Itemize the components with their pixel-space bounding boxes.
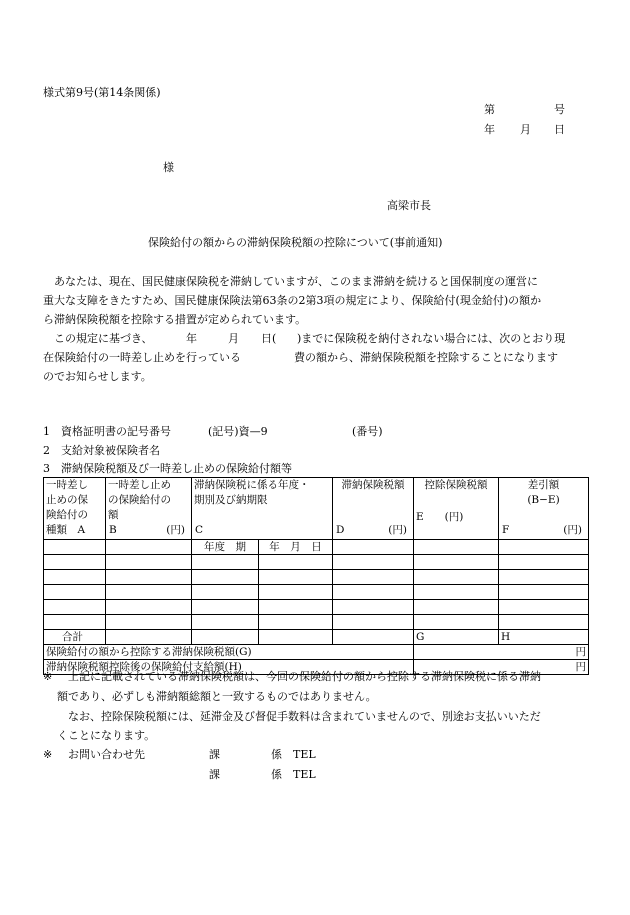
cell bbox=[499, 585, 589, 600]
cell bbox=[333, 615, 414, 630]
header-e-unit: (円) bbox=[444, 511, 464, 523]
item-3-label: 3 滞納保険税額及び一時差し止めの保険給付額等 bbox=[43, 462, 292, 475]
cell bbox=[499, 600, 589, 615]
date-year: 年 bbox=[484, 123, 495, 136]
table-row bbox=[44, 570, 589, 585]
sub-header-date: 年 月 日 bbox=[259, 540, 333, 555]
p1-line3: ら滞納保険税額を控除する措置が定められています。 bbox=[43, 313, 307, 326]
cell bbox=[259, 600, 333, 615]
document-title: 保険給付の額からの滞納保険税額の控除について(事前通知) bbox=[148, 236, 443, 249]
header-a-line3: 険給付の bbox=[46, 509, 88, 521]
p2-text-2a: 在保険給付の一時差し止めを行っている bbox=[43, 351, 241, 364]
table-row bbox=[44, 600, 589, 615]
header-f bbox=[499, 478, 589, 540]
header-b-line1: 一時差し止め bbox=[108, 479, 171, 491]
header-b-unit: (円) bbox=[166, 524, 185, 536]
item-1-bango: (番号) bbox=[352, 425, 383, 438]
cell bbox=[414, 600, 499, 615]
sub-header-row bbox=[44, 540, 589, 555]
doc-no-go: 号 bbox=[554, 103, 565, 116]
header-f-line2: (B−E) bbox=[527, 494, 560, 506]
cell bbox=[499, 540, 589, 555]
header-a-line4 bbox=[46, 523, 103, 538]
deduction-row-label: 保険給付の額から控除する滞納保険税額(G) bbox=[44, 645, 414, 660]
cell bbox=[106, 615, 192, 630]
cell bbox=[499, 555, 589, 570]
cell bbox=[106, 540, 192, 555]
header-f-line1: 差引額 bbox=[527, 479, 560, 491]
cell bbox=[192, 555, 259, 570]
cell bbox=[414, 555, 499, 570]
p2-day: 日( bbox=[261, 332, 277, 345]
cell bbox=[414, 615, 499, 630]
contact-ka-1: 課 bbox=[209, 748, 220, 761]
cell bbox=[259, 615, 333, 630]
header-c-line2: 期別及び納期限 bbox=[194, 494, 268, 506]
cell bbox=[106, 630, 192, 645]
cell bbox=[44, 600, 106, 615]
deduction-row bbox=[44, 645, 589, 660]
p2-line3: のでお知らせします。 bbox=[43, 370, 152, 383]
header-a-line1: 一時差し bbox=[46, 479, 88, 491]
cell bbox=[333, 600, 414, 615]
header-d-letter: D bbox=[336, 524, 345, 536]
header-a-type: 種類 bbox=[46, 524, 67, 536]
header-e bbox=[414, 478, 499, 540]
note-1-line2: 額であり、必ずしも滞納額総額と一致するものではありません。 bbox=[57, 690, 377, 703]
p2-month: 月 bbox=[228, 332, 239, 345]
header-b bbox=[106, 478, 192, 540]
doc-no-dai: 第 bbox=[484, 103, 495, 116]
cell bbox=[333, 630, 414, 645]
table-row bbox=[44, 615, 589, 630]
cell bbox=[44, 555, 106, 570]
deduction-row-yen: 円 bbox=[414, 645, 589, 660]
cell bbox=[259, 555, 333, 570]
total-row bbox=[44, 630, 589, 645]
cell bbox=[106, 585, 192, 600]
note-1-line1: 上記に記載されている滞納保険税額は、今回の保険給付の額から控除する滞納保険税に係る滞納 bbox=[68, 670, 541, 683]
contact-tel-2: TEL bbox=[293, 768, 316, 781]
cell bbox=[192, 615, 259, 630]
cell bbox=[44, 570, 106, 585]
cell bbox=[192, 600, 259, 615]
table-row bbox=[44, 585, 589, 600]
p1-line2: 重大な支障をきたすため、国民健康保険法第63条の2第3項の規定により、保険給付(現金給付)の額か bbox=[43, 294, 542, 307]
p2-line1 bbox=[43, 329, 588, 348]
cell bbox=[44, 540, 106, 555]
cell bbox=[106, 555, 192, 570]
p1-line1: あなたは、現在、国民健康保険税を滞納していますが、このまま滞納を続けると国保制度の運営に bbox=[54, 275, 538, 288]
cell bbox=[44, 615, 106, 630]
header-f-unit: (円) bbox=[563, 524, 582, 536]
sender: 高梁市長 bbox=[387, 199, 431, 212]
header-d-label: 滞納保険税額 bbox=[341, 479, 405, 491]
cell bbox=[259, 570, 333, 585]
header-f-letter: F bbox=[502, 524, 510, 536]
header-a bbox=[44, 478, 106, 540]
cell bbox=[333, 555, 414, 570]
item-2-label: 2 支給対象被保険者名 bbox=[43, 444, 160, 457]
withholding-table bbox=[43, 477, 589, 675]
header-e-letter: E bbox=[416, 511, 424, 523]
cell bbox=[414, 585, 499, 600]
contact-tel-1: TEL bbox=[293, 748, 316, 761]
cell bbox=[44, 585, 106, 600]
payment-row-label: 滞納保険税額控除後の保険給付支給額(H) bbox=[44, 660, 414, 675]
contact-ka-2: 課 bbox=[209, 768, 220, 781]
header-e-label: 控除保険税額 bbox=[424, 479, 488, 491]
cell bbox=[333, 570, 414, 585]
cell bbox=[259, 585, 333, 600]
contact-label: お問い合わせ先 bbox=[68, 748, 145, 761]
item-1-label: 1 資格証明書の記号番号 bbox=[43, 425, 171, 438]
header-d-unit: (円) bbox=[388, 524, 407, 536]
total-g-letter: G bbox=[414, 630, 499, 645]
form-number: 様式第9号(第14条関係) bbox=[43, 86, 161, 99]
note-mark-1: ※ bbox=[43, 670, 53, 683]
header-d bbox=[333, 478, 414, 540]
header-a-line2: 止めの保 bbox=[46, 494, 88, 506]
cell bbox=[192, 570, 259, 585]
body-paragraph bbox=[43, 272, 588, 386]
header-a-letter: A bbox=[77, 524, 86, 536]
contact-kakari-2: 係 bbox=[271, 768, 282, 781]
total-h-letter: H bbox=[499, 630, 589, 645]
addressee-suffix: 様 bbox=[163, 161, 174, 174]
cell bbox=[499, 570, 589, 585]
note-2-line1: なお、控除保険税額には、延滞金及び督促手数料は含まれていませんので、別途お支払いいただ bbox=[68, 710, 541, 723]
date-day: 日 bbox=[554, 123, 565, 136]
payment-row-yen: 円 bbox=[414, 660, 589, 675]
contact-kakari-1: 係 bbox=[271, 748, 282, 761]
note-mark-2: ※ bbox=[43, 748, 53, 761]
p2-text-a: この規定に基づき、 bbox=[54, 332, 153, 345]
cell bbox=[414, 570, 499, 585]
table-row bbox=[44, 555, 589, 570]
sub-header-nendo: 年度 期 bbox=[192, 540, 259, 555]
cell bbox=[106, 570, 192, 585]
header-e-line2 bbox=[416, 510, 496, 525]
note-2-line2: くことになります。 bbox=[57, 729, 156, 742]
header-c bbox=[192, 478, 333, 540]
header-b-line3: 額 bbox=[108, 509, 119, 521]
header-b-line2: の保険給付の bbox=[108, 494, 171, 506]
cell bbox=[333, 540, 414, 555]
cell bbox=[106, 600, 192, 615]
date-month: 月 bbox=[520, 123, 531, 136]
cell bbox=[192, 585, 259, 600]
total-label: 合計 bbox=[44, 630, 106, 645]
header-c-line1: 滞納保険税に係る年度・ bbox=[194, 479, 310, 491]
p2-text-2b: 費の額から、滞納保険税額を控除することになります bbox=[294, 351, 558, 364]
p2-line2 bbox=[43, 348, 588, 367]
cell bbox=[259, 630, 333, 645]
cell bbox=[414, 540, 499, 555]
header-b-letter: B bbox=[109, 524, 117, 536]
cell bbox=[333, 585, 414, 600]
p2-year: 年 bbox=[186, 332, 197, 345]
p2-text-b: )までに保険税を納付されない場合には、次のとおり現 bbox=[297, 332, 566, 345]
header-c-letter: C bbox=[195, 524, 204, 536]
cell bbox=[499, 615, 589, 630]
cell bbox=[192, 630, 259, 645]
item-1-kigo: (記号)資—9 bbox=[208, 425, 268, 438]
